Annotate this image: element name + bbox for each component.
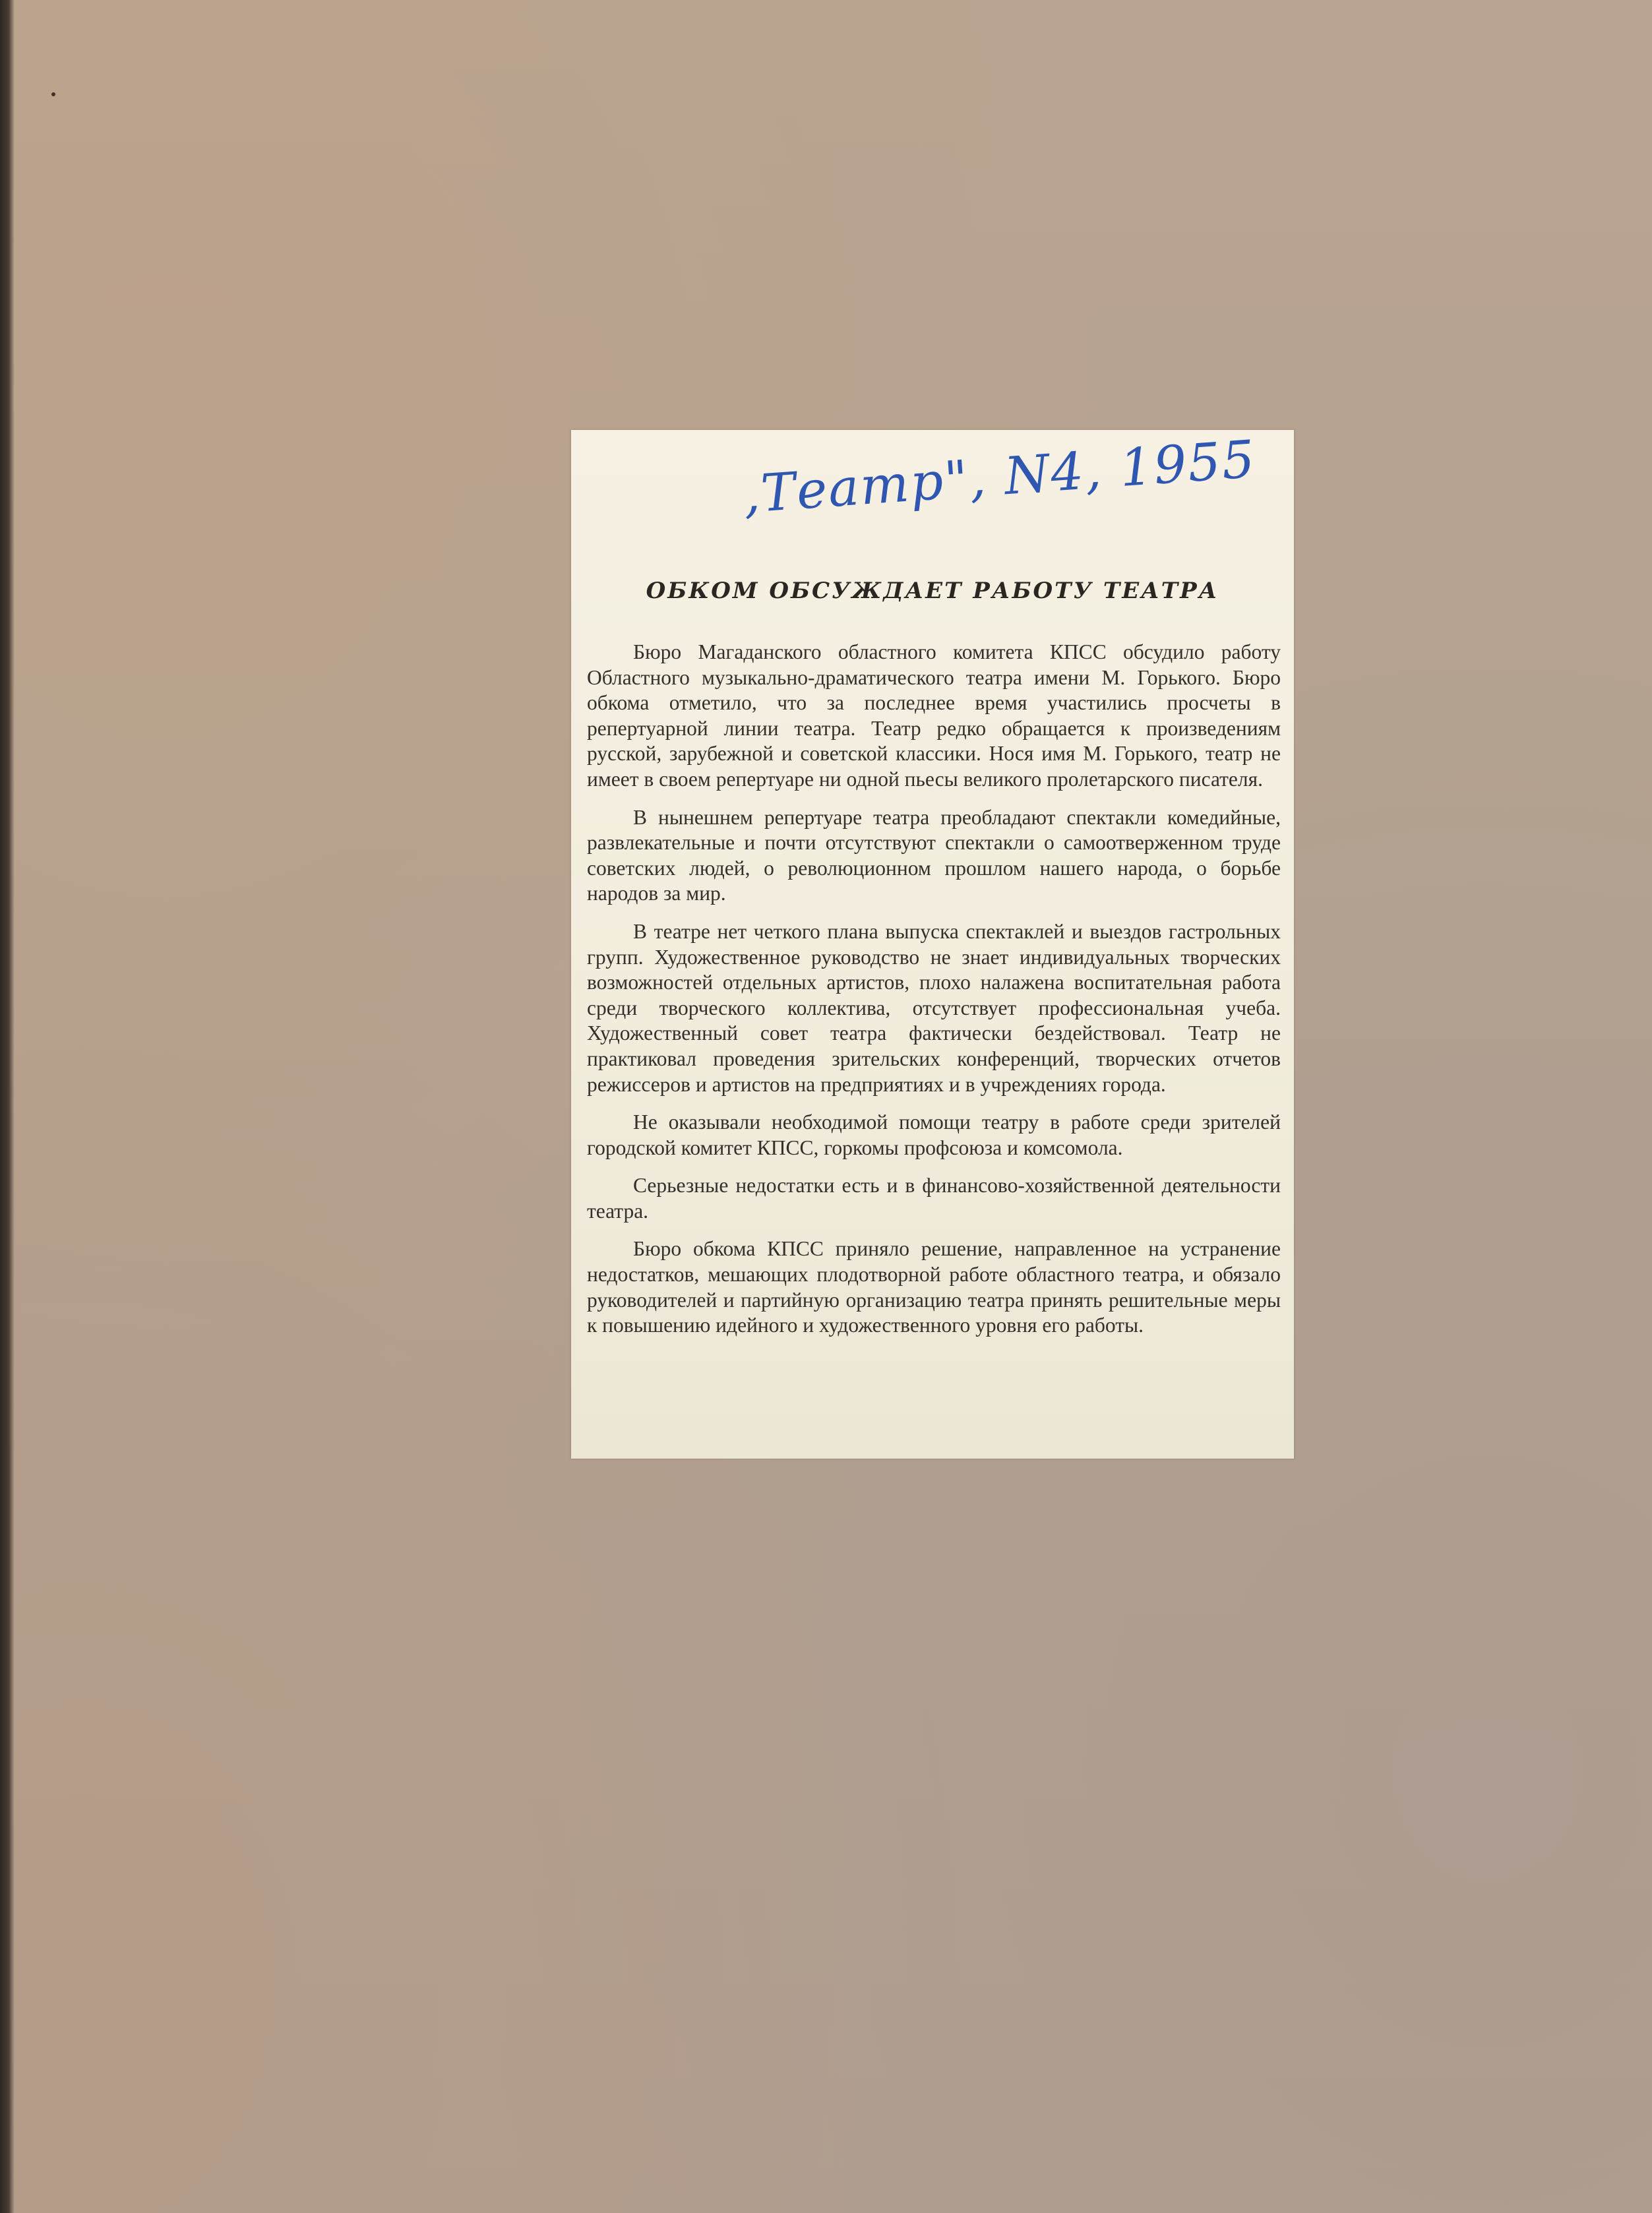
article-paragraph: Не оказывали необходимой помощи театру в работе среди зрителей городской комитет КПСС, горкомы профсоюза и комсомола. — [587, 1110, 1281, 1159]
handwritten-source-note: ,Театр", N4, 1955 — [741, 429, 1258, 525]
article-paragraph: Серьезные недостатки есть и в финансово-хозяйственной деятельности театра. — [587, 1174, 1281, 1223]
article-paragraph: В нынешнем репертуаре театра преобладают спектакли комедийные, развлекательные и почти отсутствуют спектакли о самоотверженном труде советских людей, о революционном прошлом нашего народа, о борьбе народов за мир. — [587, 805, 1281, 905]
article-body — [587, 640, 1281, 1351]
newspaper-clipping — [571, 430, 1294, 1459]
article-paragraph: Бюро обкома КПСС приняло решение, направленное на устранение недостатков, мешающих плодотворной работе областного театра, и обязало руководителей и партийную организацию театра принять решительные меры к повышению идейного и художественного уровня его работы. — [587, 1237, 1281, 1337]
article-paragraph: В театре нет четкого плана выпуска спектаклей и выездов гастрольных групп. Художественное руководство не знает индивидуальных творческих возможностей отдельных артистов, плохо налажена воспитательная работа среди творческого коллектива, отсутствует профессиональная учеба. Художественный совет театра фактически бездействовал. Театр не практиковал проведения зрительских конференций, творческих отчетов режиссеров и артистов на предприятиях и в учреждениях города. — [587, 919, 1281, 1096]
article-paragraph: Бюро Магаданского областного комитета КПСС обсудило работу Областного музыкально-драматического театра имени М. Горького. Бюро обкома отметило, что за последнее время участились просчеты в репертуарной линии театра. Театр редко обращается к произведениям русской, зарубежной и советской классики. Нося имя М. Горького, театр не имеет в своем репертуаре ни одной пьесы великого пролетарского писателя. — [587, 640, 1281, 791]
album-page-binding-edge — [0, 0, 15, 2213]
article-headline: ОБКОМ ОБСУЖДАЕТ РАБОТУ ТЕАТРА — [646, 578, 1219, 604]
paper-speck — [51, 92, 55, 96]
